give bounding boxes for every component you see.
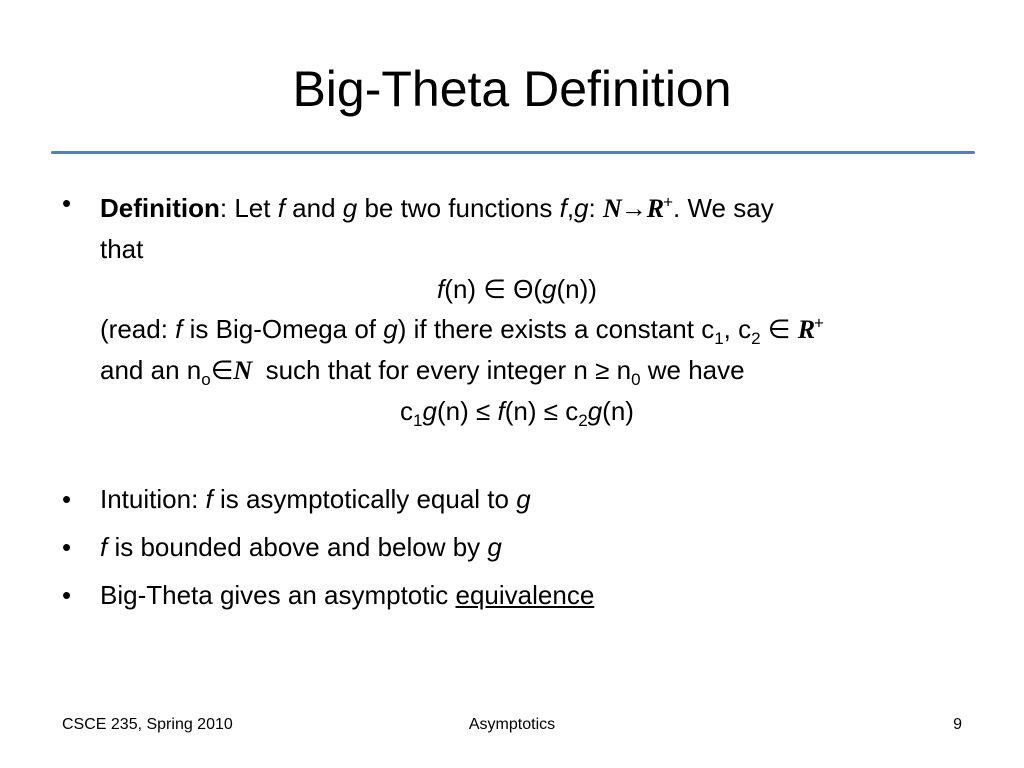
element-of-symbol: ∈ bbox=[760, 314, 798, 344]
subscript: 2 bbox=[751, 329, 761, 349]
var-f: f bbox=[205, 484, 213, 514]
var-f: f bbox=[175, 314, 183, 344]
var-f: f bbox=[490, 396, 505, 426]
var-g: g bbox=[542, 274, 557, 304]
text: : Let bbox=[219, 193, 278, 223]
title-divider bbox=[51, 151, 975, 154]
var-f: f bbox=[277, 193, 285, 223]
element-of-symbol: ∈ bbox=[210, 355, 234, 385]
naturals-symbol: N bbox=[602, 194, 621, 223]
geq-symbol: ≥ bbox=[595, 355, 610, 385]
text: (n) bbox=[436, 396, 476, 426]
bullet-dot: • bbox=[62, 580, 72, 610]
var-f: f bbox=[100, 532, 108, 562]
leq-symbol: ≤ bbox=[475, 396, 491, 426]
arrow-symbol: → bbox=[620, 193, 647, 223]
var-g: g bbox=[574, 193, 589, 223]
bullet-bounded bbox=[62, 527, 972, 567]
text: such that for every integer n bbox=[251, 355, 596, 385]
text: c bbox=[400, 396, 414, 426]
naturals-symbol: N bbox=[233, 356, 252, 385]
text: (read: bbox=[100, 314, 176, 344]
text: : bbox=[588, 193, 603, 223]
var-f: f bbox=[559, 193, 567, 223]
text: be two functions bbox=[357, 193, 560, 223]
and-line bbox=[100, 350, 972, 391]
reals-symbol: R bbox=[797, 315, 815, 344]
subscript: 2 bbox=[578, 411, 588, 431]
subscript: 0 bbox=[631, 370, 641, 390]
text: n bbox=[609, 355, 632, 385]
text: and an n bbox=[100, 355, 202, 385]
subscript: 1 bbox=[714, 329, 724, 349]
text: (n) bbox=[504, 396, 544, 426]
membership-formula bbox=[62, 269, 972, 309]
footer-page-number: 9 bbox=[953, 716, 962, 733]
read-line bbox=[100, 309, 972, 350]
theta-symbol: Θ( bbox=[505, 274, 543, 304]
inequality-formula bbox=[62, 391, 972, 431]
bullet-definition bbox=[62, 188, 972, 431]
plus-superscript: + bbox=[814, 313, 824, 333]
text: is Big-Omega of bbox=[182, 314, 384, 344]
subscript: 1 bbox=[413, 411, 423, 431]
footer-course: CSCE 235, Spring 2010 bbox=[62, 716, 233, 733]
var-f: f bbox=[437, 274, 445, 304]
text: Big-Theta gives an asymptotic bbox=[100, 580, 456, 610]
text: Intuition: bbox=[100, 484, 206, 514]
plus-superscript: + bbox=[663, 192, 674, 212]
text: , c bbox=[723, 314, 752, 344]
text: and bbox=[284, 193, 343, 223]
footer-topic: Asymptotics bbox=[468, 716, 556, 733]
bullet-equivalence bbox=[62, 575, 972, 615]
leq-symbol: ≤ bbox=[543, 396, 558, 426]
text: (n)) bbox=[556, 274, 597, 304]
that-line: that bbox=[100, 234, 144, 264]
slide-body bbox=[62, 188, 972, 615]
var-g: g bbox=[487, 532, 502, 562]
underlined-term: equivalence bbox=[455, 580, 595, 610]
element-of-symbol: ∈ bbox=[483, 274, 506, 304]
bullet-intuition bbox=[62, 479, 972, 519]
var-g: g bbox=[342, 193, 358, 223]
text: c bbox=[558, 396, 579, 426]
var-g: g bbox=[516, 484, 531, 514]
definition-label: Definition bbox=[100, 193, 220, 223]
bullet-dot: • bbox=[62, 484, 72, 514]
text: is asymptotically equal to bbox=[212, 484, 517, 514]
text: (n) bbox=[444, 274, 484, 304]
text: ) if there exists a constant c bbox=[397, 314, 715, 344]
text: , bbox=[566, 193, 575, 223]
var-g: g bbox=[587, 396, 603, 426]
slide-title: Big-Theta Definition bbox=[292, 61, 732, 117]
text: . We say bbox=[673, 193, 774, 223]
var-g: g bbox=[422, 396, 437, 426]
bullet-dot: • bbox=[62, 532, 72, 562]
bullet-dot: • bbox=[62, 188, 72, 218]
spacer bbox=[62, 431, 972, 465]
var-g: g bbox=[383, 314, 398, 344]
reals-symbol: R bbox=[646, 194, 664, 223]
text: we have bbox=[640, 355, 745, 385]
text: is bounded above and below by bbox=[107, 532, 488, 562]
text: (n) bbox=[602, 396, 634, 426]
subscript: o bbox=[201, 370, 211, 390]
definition-line bbox=[100, 188, 972, 229]
